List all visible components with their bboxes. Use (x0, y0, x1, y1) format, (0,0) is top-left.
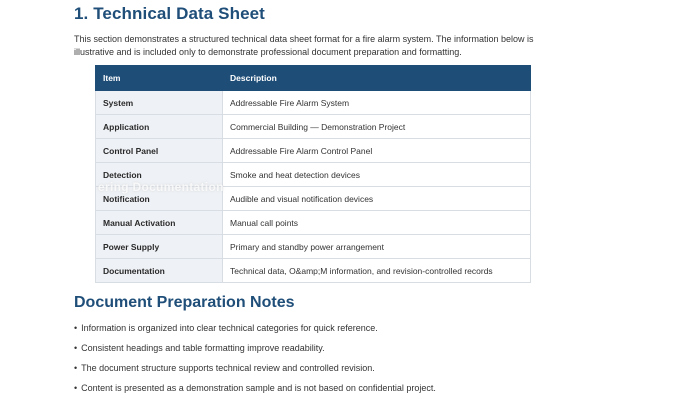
notes-list (74, 321, 436, 401)
list-item: • Content is presented as a demonstration sample and is not based on confidential project. (74, 381, 436, 401)
notes-title: Document Preparation Notes (74, 294, 295, 311)
row-description: Addressable Fire Alarm System (223, 91, 531, 115)
row-item: Control Panel (96, 139, 223, 163)
row-description: Commercial Building — Demonstration Project (223, 115, 531, 139)
table-row (96, 187, 531, 211)
row-item: System (96, 91, 223, 115)
row-item: Detection (96, 163, 223, 187)
row-description: Technical data, O&amp;M information, and revision-controlled records (223, 259, 531, 283)
row-item: Power Supply (96, 235, 223, 259)
intro-paragraph: This section demonstrates a structured technical data sheet format for a fire alarm system. The information below is illustrative and is included only to demonstrate professional document preparation and formatting. (74, 34, 534, 57)
row-description: Smoke and heat detection devices (223, 163, 531, 187)
row-item: Documentation (96, 259, 223, 283)
row-description: Manual call points (223, 211, 531, 235)
row-item: Notification (96, 187, 223, 211)
table-header-row (96, 66, 531, 91)
list-item: • Consistent headings and table formatting improve readability. (74, 341, 436, 361)
table-row (96, 139, 531, 163)
table-row (96, 115, 531, 139)
header-description: Description (223, 66, 531, 91)
table-row (96, 91, 531, 115)
header-item: Item (96, 66, 223, 91)
row-description: Primary and standby power arrangement (223, 235, 531, 259)
table-row (96, 163, 531, 187)
row-description: Addressable Fire Alarm Control Panel (223, 139, 531, 163)
row-item: Manual Activation (96, 211, 223, 235)
list-item: • The document structure supports technical review and controlled revision. (74, 361, 436, 381)
row-description: Audible and visual notification devices (223, 187, 531, 211)
table-row (96, 259, 531, 283)
table-row (96, 235, 531, 259)
table-row (96, 211, 531, 235)
row-item: Application (96, 115, 223, 139)
section-title: 1. Technical Data Sheet (74, 4, 265, 23)
watermark-text: ering Documentation (98, 180, 224, 194)
list-item: • Information is organized into clear technical categories for quick reference. (74, 321, 436, 341)
technical-data-table (95, 65, 531, 283)
